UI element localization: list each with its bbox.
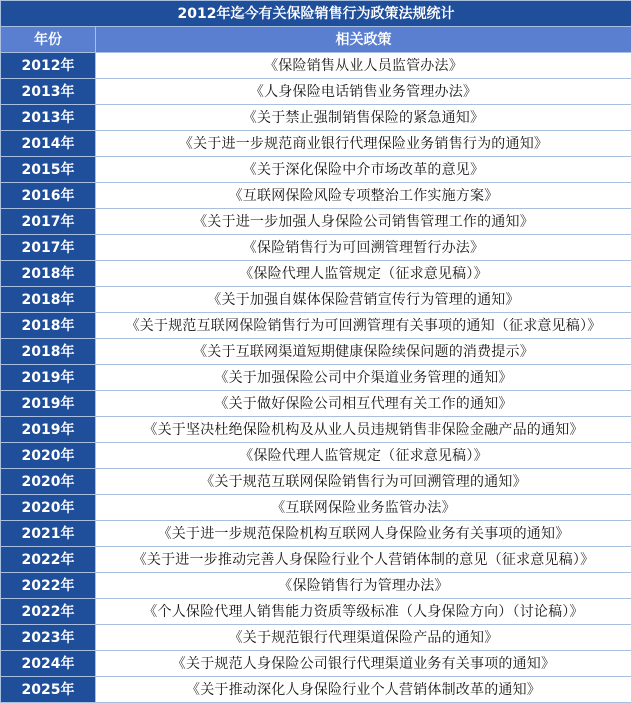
column-header-policy: 相关政策	[96, 27, 631, 53]
table-header-row	[1, 27, 631, 53]
policy-cell: 《保险销售行为可回溯管理暂行办法》	[96, 235, 631, 261]
year-cell: 2019年	[1, 417, 96, 443]
policy-cell: 《关于推动深化人身保险行业个人营销体制改革的通知》	[96, 677, 631, 703]
table-row	[1, 417, 631, 443]
policy-cell: 《互联网保险风险专项整治工作实施方案》	[96, 183, 631, 209]
table-row	[1, 573, 631, 599]
policy-cell: 《个人保险代理人销售能力资质等级标准（人身保险方向）（讨论稿）》	[96, 599, 631, 625]
policy-cell: 《关于规范人身保险公司银行代理渠道业务有关事项的通知》	[96, 651, 631, 677]
table-row	[1, 625, 631, 651]
table-row	[1, 365, 631, 391]
year-cell: 2022年	[1, 573, 96, 599]
year-cell: 2018年	[1, 339, 96, 365]
table-row	[1, 183, 631, 209]
year-cell: 2012年	[1, 53, 96, 79]
policy-cell: 《关于加强保险公司中介渠道业务管理的通知》	[96, 365, 631, 391]
policy-cell: 《互联网保险业务监管办法》	[96, 495, 631, 521]
table-row	[1, 131, 631, 157]
year-cell: 2022年	[1, 599, 96, 625]
policy-cell: 《关于进一步规范保险机构互联网人身保险业务有关事项的通知》	[96, 521, 631, 547]
policy-cell: 《关于进一步规范商业银行代理保险业务销售行为的通知》	[96, 131, 631, 157]
policy-cell: 《关于规范互联网保险销售行为可回溯管理的通知》	[96, 469, 631, 495]
year-cell: 2024年	[1, 651, 96, 677]
table-row	[1, 469, 631, 495]
year-cell: 2020年	[1, 443, 96, 469]
table-row	[1, 391, 631, 417]
policy-cell: 《关于做好保险公司相互代理有关工作的通知》	[96, 391, 631, 417]
table-body	[1, 53, 631, 703]
table-row	[1, 157, 631, 183]
policy-cell: 《关于深化保险中介市场改革的意见》	[96, 157, 631, 183]
table-row	[1, 495, 631, 521]
table-row	[1, 521, 631, 547]
table-row	[1, 235, 631, 261]
policy-cell: 《关于规范互联网保险销售行为可回溯管理有关事项的通知（征求意见稿）》	[96, 313, 631, 339]
policy-cell: 《关于坚决杜绝保险机构及从业人员违规销售非保险金融产品的通知》	[96, 417, 631, 443]
table-row	[1, 677, 631, 703]
year-cell: 2019年	[1, 391, 96, 417]
policy-cell: 《人身保险电话销售业务管理办法》	[96, 79, 631, 105]
policy-cell: 《关于进一步加强人身保险公司销售管理工作的通知》	[96, 209, 631, 235]
year-cell: 2016年	[1, 183, 96, 209]
year-cell: 2018年	[1, 313, 96, 339]
policy-cell: 《保险销售行为管理办法》	[96, 573, 631, 599]
year-cell: 2020年	[1, 469, 96, 495]
year-cell: 2018年	[1, 261, 96, 287]
year-cell: 2017年	[1, 209, 96, 235]
table-row	[1, 105, 631, 131]
table-row	[1, 339, 631, 365]
table-row	[1, 261, 631, 287]
policy-cell: 《关于禁止强制销售保险的紧急通知》	[96, 105, 631, 131]
table-row	[1, 209, 631, 235]
year-cell: 2014年	[1, 131, 96, 157]
table-row	[1, 599, 631, 625]
table-row	[1, 287, 631, 313]
policy-cell: 《关于加强自媒体保险营销宣传行为管理的通知》	[96, 287, 631, 313]
year-cell: 2013年	[1, 79, 96, 105]
year-cell: 2017年	[1, 235, 96, 261]
column-header-year: 年份	[1, 27, 96, 53]
policy-cell: 《关于规范银行代理渠道保险产品的通知》	[96, 625, 631, 651]
year-cell: 2019年	[1, 365, 96, 391]
policy-cell: 《关于进一步推动完善人身保险行业个人营销体制的意见（征求意见稿）》	[96, 547, 631, 573]
year-cell: 2023年	[1, 625, 96, 651]
table-row	[1, 79, 631, 105]
policy-cell: 《保险销售从业人员监管办法》	[96, 53, 631, 79]
year-cell: 2020年	[1, 495, 96, 521]
policy-cell: 《保险代理人监管规定（征求意见稿）》	[96, 261, 631, 287]
year-cell: 2022年	[1, 547, 96, 573]
year-cell: 2021年	[1, 521, 96, 547]
policy-cell: 《关于互联网渠道短期健康保险续保问题的消费提示》	[96, 339, 631, 365]
table-row	[1, 313, 631, 339]
year-cell: 2018年	[1, 287, 96, 313]
year-cell: 2015年	[1, 157, 96, 183]
table-row	[1, 53, 631, 79]
table-title-row	[1, 1, 631, 27]
policy-cell: 《保险代理人监管规定（征求意见稿）》	[96, 443, 631, 469]
table-row	[1, 443, 631, 469]
table-row	[1, 651, 631, 677]
year-cell: 2025年	[1, 677, 96, 703]
year-cell: 2013年	[1, 105, 96, 131]
table-title: 2012年迄今有关保险销售行为政策法规统计	[1, 1, 631, 27]
table-row	[1, 547, 631, 573]
